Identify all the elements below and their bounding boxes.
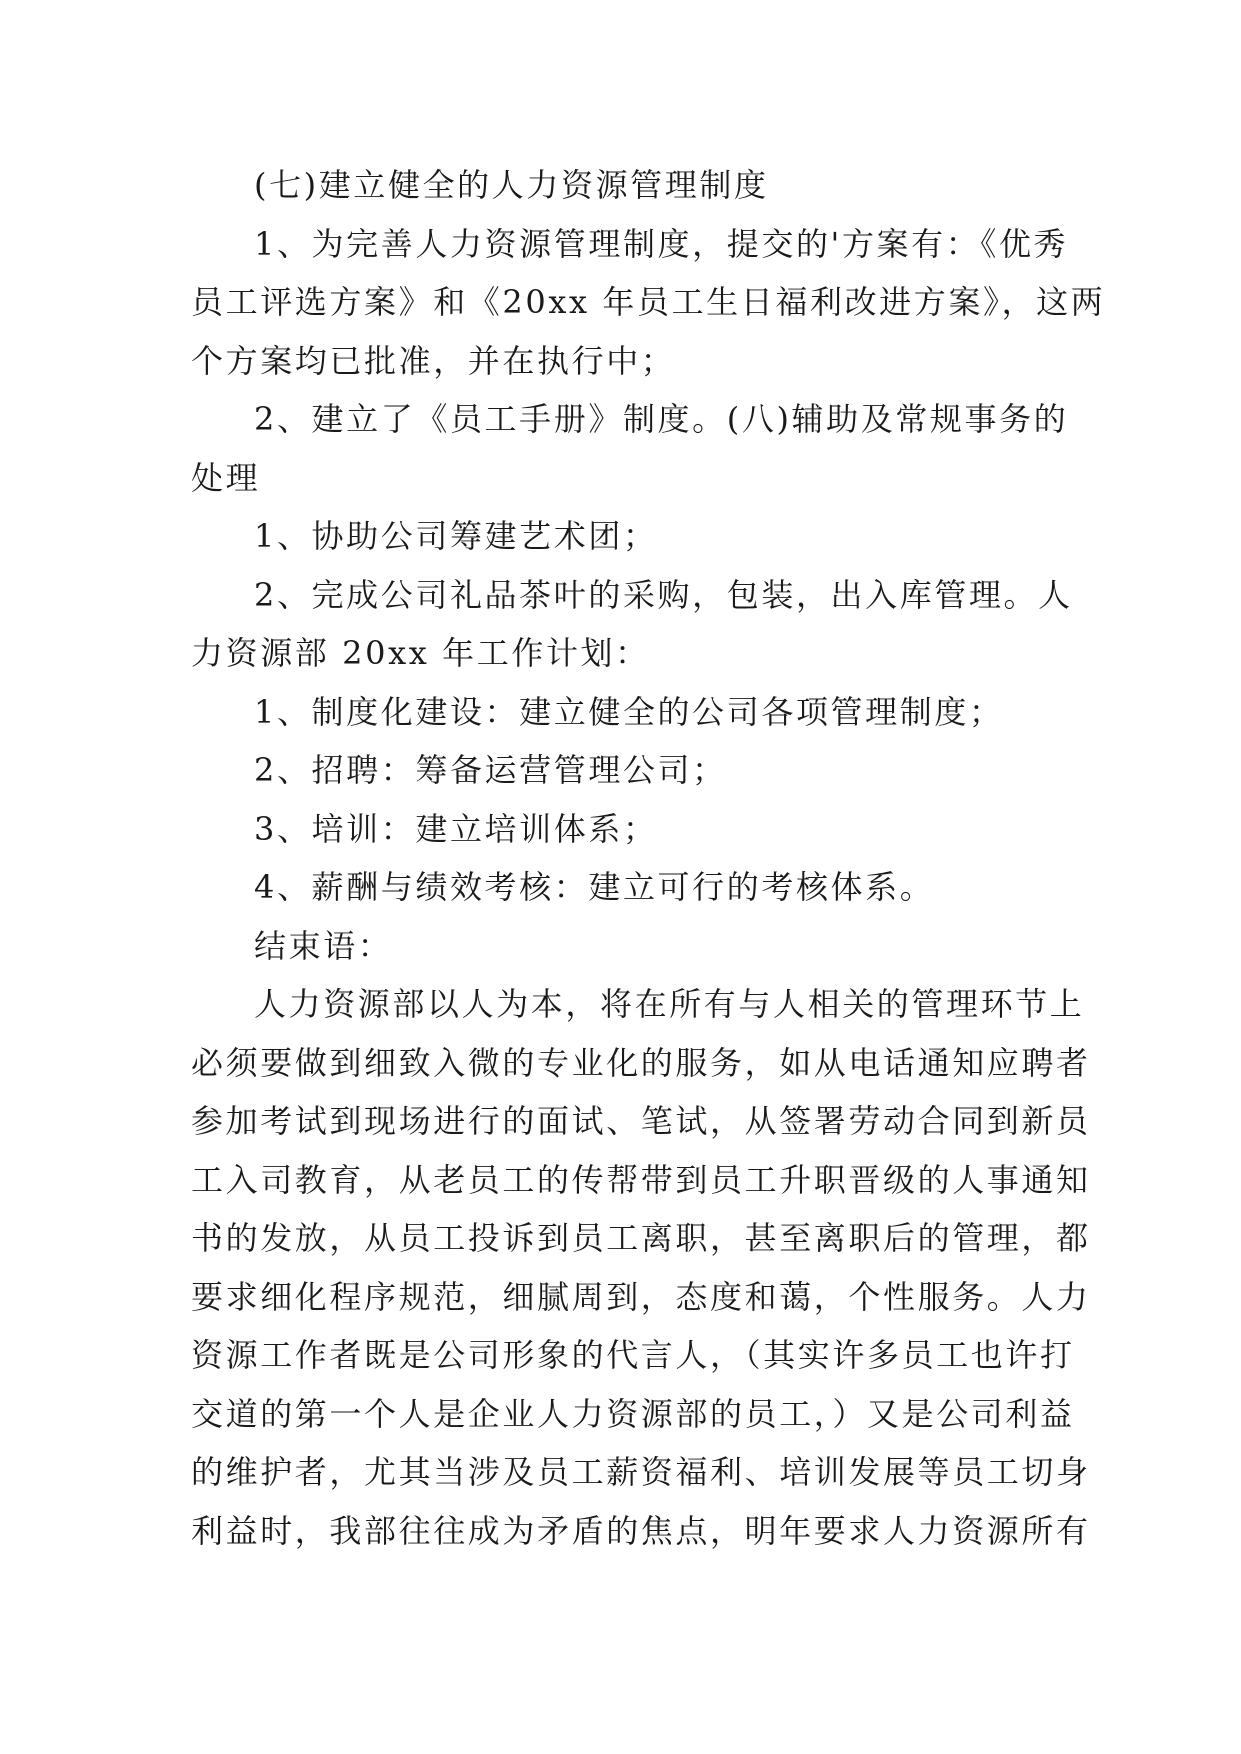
text-line: 1、协助公司筹建艺术团； <box>254 517 658 555</box>
text-line: 书的发放，从员工投诉到员工离职，甚至离职后的管理，都 <box>191 1219 1091 1257</box>
text-line: 要求细化程序规范，细腻周到，态度和蔼，个性服务。人力 <box>191 1277 1091 1316</box>
text-line: 1、为完善人力资源管理制度，提交的'方案有：《优秀 <box>254 224 1069 263</box>
text-line: 个方案均已批准，并在执行中； <box>191 341 676 380</box>
section-heading-seven: (七)建立健全的人力资源管理制度 <box>254 166 769 204</box>
text-line: 利益时，我部往往成为矛盾的焦点，明年要求人力资源所有 <box>191 1511 1091 1550</box>
text-line: 2、招聘：筹备运营管理公司； <box>254 751 727 789</box>
text-line: 的维护者，尤其当涉及员工薪资福利、培训发展等员工切身 <box>191 1453 1091 1491</box>
document-body <box>191 156 1106 1560</box>
text-line: 2、完成公司礼品茶叶的采购，包装，出入库管理。人 <box>254 575 1073 614</box>
text-line: 员工评选方案》和《20xx 年员工生日福利改进方案》，这两 <box>191 283 1106 321</box>
conclusion-heading: 结束语： <box>254 926 393 965</box>
text-line: 1、制度化建设：建立健全的公司各项管理制度； <box>254 692 1004 731</box>
text-line: 资源工作者既是公司形象的代言人，（其实许多员工也许打 <box>191 1336 1075 1374</box>
text-line: 4、薪酬与绩效考核：建立可行的考核体系。 <box>254 868 935 906</box>
text-line: 2、建立了《员工手册》制度。(八)辅助及常规事务的 <box>254 400 1069 438</box>
text-line: 参加考试到现场进行的面试、笔试，从签署劳动合同到新员 <box>191 1102 1091 1140</box>
text-line: 交道的第一个人是企业人力资源部的员工，）又是公司利益 <box>191 1394 1075 1433</box>
text-line: 处理 <box>191 458 261 497</box>
text-line: 工入司教育，从老员工的传帮带到员工升职晋级的人事通知 <box>191 1160 1091 1199</box>
text-line: 人力资源部以人为本，将在所有与人相关的管理环节上 <box>254 985 1085 1023</box>
text-line: 必须要做到细致入微的专业化的服务，如从电话通知应聘者 <box>191 1043 1091 1082</box>
text-line: 力资源部 20xx 年工作计划： <box>191 634 650 672</box>
text-line: 3、培训：建立培训体系； <box>254 809 658 848</box>
